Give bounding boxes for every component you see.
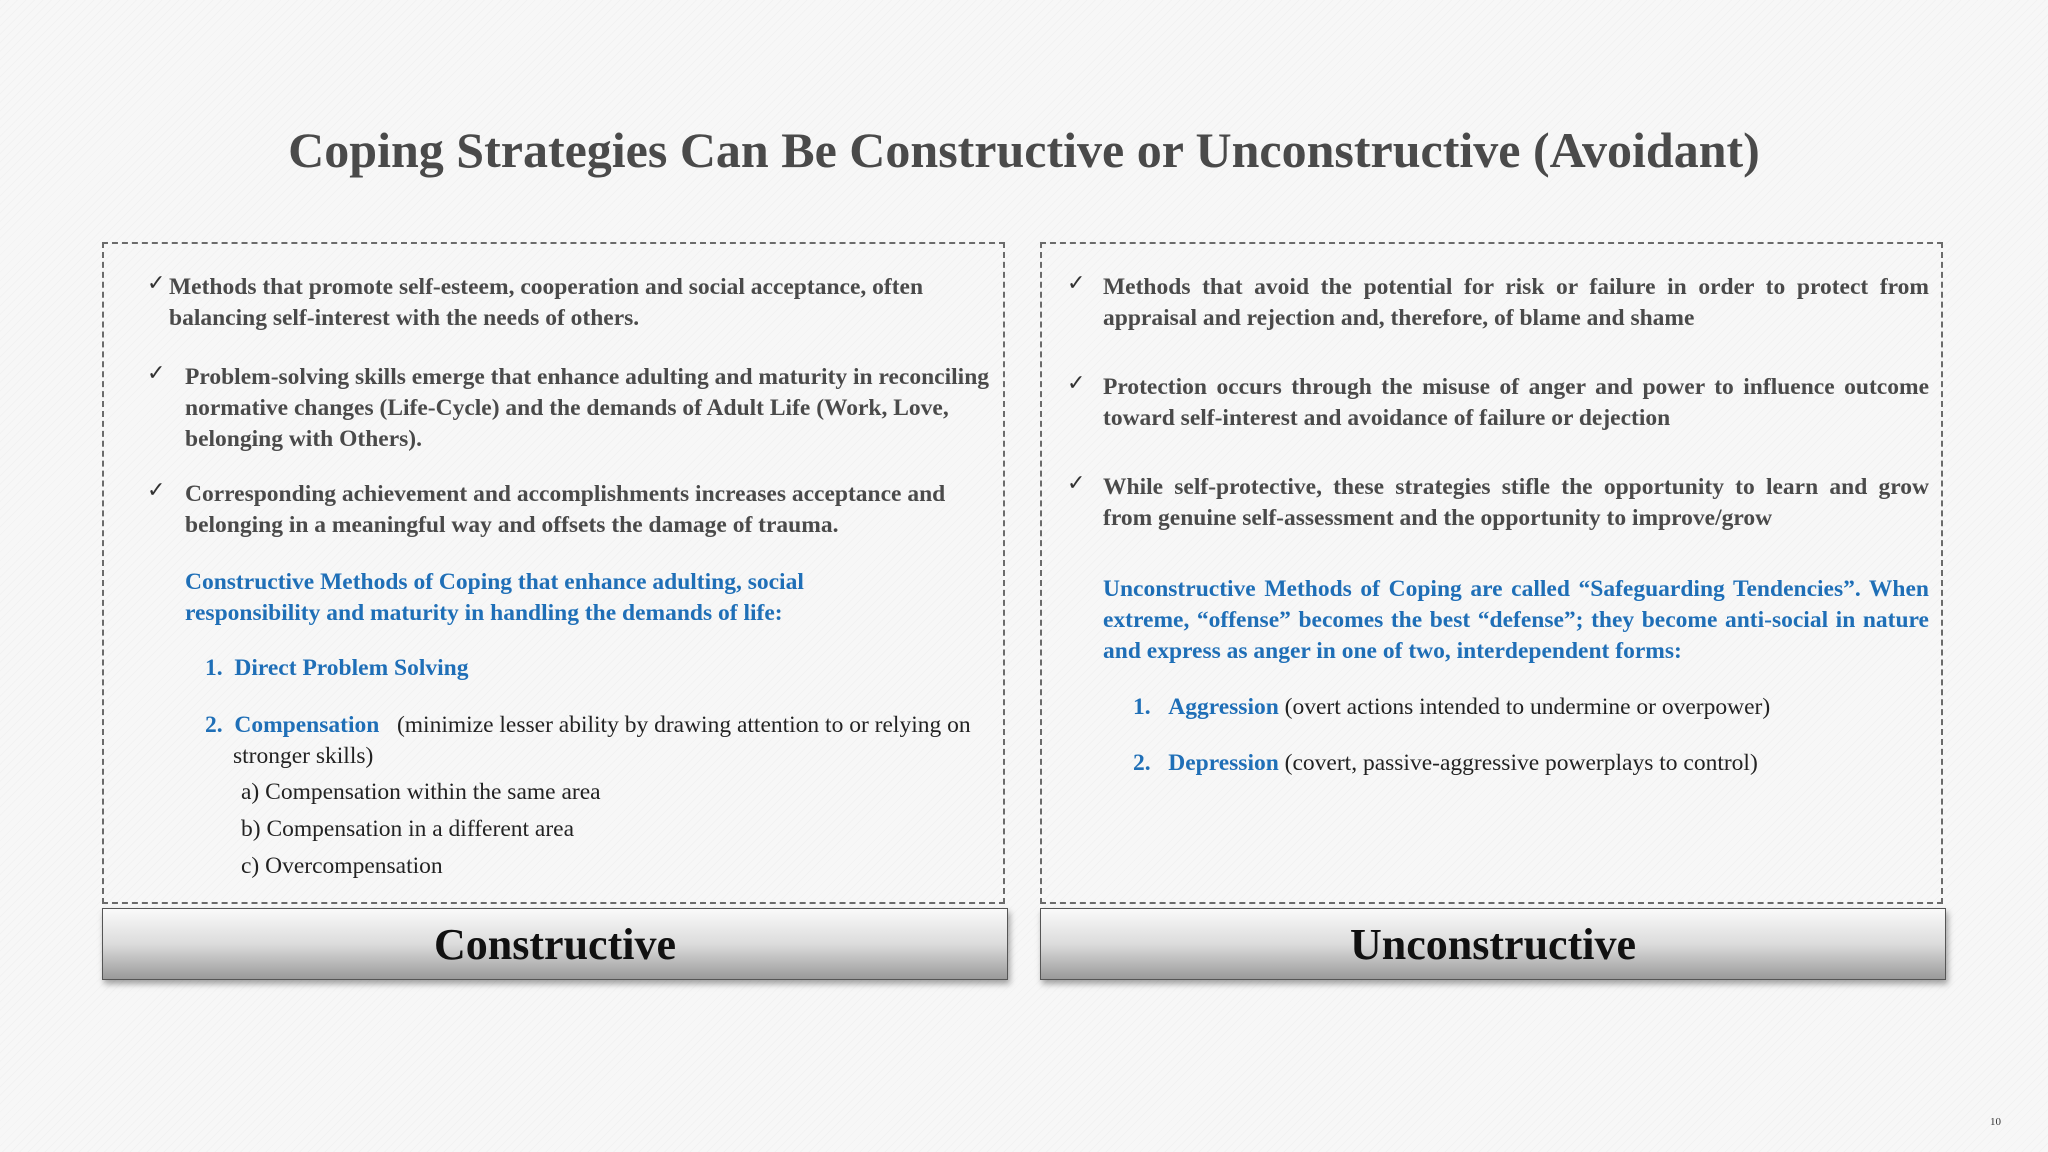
constructive-label: Constructive (102, 908, 1008, 980)
checkmark-icon: ✓ (1067, 271, 1086, 296)
bullet-text: While self-protective, these strategies stifle the opportunity to learn and grow from genuine self-assessment and the opportunity to improve/grow (1103, 474, 1929, 531)
unconstructive-label: Unconstructive (1040, 908, 1946, 980)
item-number: 1. (1133, 694, 1151, 720)
checkmark-icon: ✓ (1067, 471, 1086, 496)
subitem-letter: a) (241, 779, 260, 805)
bullet-text: Protection occurs through the misuse of anger and power to influence outcome toward self-interest and avoidance of failure or dejection (1103, 374, 1929, 431)
compensation-subitem (241, 851, 443, 882)
item-label: Aggression (1168, 694, 1279, 720)
item-description: (minimize lesser ability by drawing attention to or relying on stronger skills) (233, 712, 971, 769)
item-number: 1. (205, 655, 223, 681)
checkmark-icon: ✓ (147, 478, 166, 503)
subitem-text: Compensation in a different area (266, 816, 575, 842)
subitem-letter: b) (241, 816, 261, 842)
item-number: 2. (205, 712, 223, 738)
constructive-bullet (147, 362, 997, 455)
constructive-bullet (147, 272, 947, 334)
constructive-intro: Constructive Methods of Coping that enhance adulting, social responsibility and maturity in handling the demands of life: (185, 569, 804, 626)
unconstructive-bullet (1067, 372, 1929, 434)
subitem-letter: c) (241, 853, 260, 879)
unconstructive-panel (1040, 242, 1943, 904)
unconstructive-method-item (1133, 748, 1933, 779)
slide-title: Coping Strategies Can Be Constructive or Unconstructive (Avoidant) (288, 122, 1760, 178)
item-number: 2. (1133, 750, 1151, 776)
constructive-bullet (147, 479, 977, 541)
bullet-text: Problem-solving skills emerge that enhance adulting and maturity in reconciling normative changes (Life-Cycle) and the demands of Adult Life (Work, Love, belonging with Others). (185, 364, 990, 452)
bullet-text: Methods that avoid the potential for risk or failure in order to protect from appraisal and rejection and, therefore, of blame and shame (1103, 274, 1929, 331)
compensation-subitem (241, 814, 574, 845)
checkmark-icon: ✓ (1067, 371, 1086, 396)
item-description: (overt actions intended to undermine or overpower) (1284, 694, 1771, 720)
unconstructive-intro: Unconstructive Methods of Coping are called “Safeguarding Tendencies”. When extreme, “offense” becomes the best “defense”; they become anti-social in nature and express as anger in one of two, interdependent forms: (1103, 576, 1929, 664)
item-description: (covert, passive-aggressive powerplays to control) (1284, 750, 1758, 776)
item-label: Compensation (234, 712, 380, 738)
subitem-text: Overcompensation (265, 853, 443, 879)
unconstructive-method-item (1133, 692, 1933, 723)
checkmark-icon: ✓ (147, 271, 166, 296)
constructive-method-item (205, 710, 973, 772)
compensation-subitem (241, 777, 601, 808)
item-label: Direct Problem Solving (234, 655, 469, 681)
subitem-text: Compensation within the same area (265, 779, 601, 805)
constructive-method-item (205, 653, 965, 684)
unconstructive-bullet (1067, 472, 1929, 534)
page-number: 10 (1990, 1116, 2001, 1128)
bullet-text: Methods that promote self-esteem, cooperation and social acceptance, often balancing self-interest with the needs of others. (169, 274, 924, 331)
unconstructive-bullet (1067, 272, 1929, 334)
item-label: Depression (1168, 750, 1279, 776)
checkmark-icon: ✓ (147, 361, 166, 386)
bullet-text: Corresponding achievement and accomplishments increases acceptance and belonging in a meaningful way and offsets the damage of trauma. (185, 481, 946, 538)
